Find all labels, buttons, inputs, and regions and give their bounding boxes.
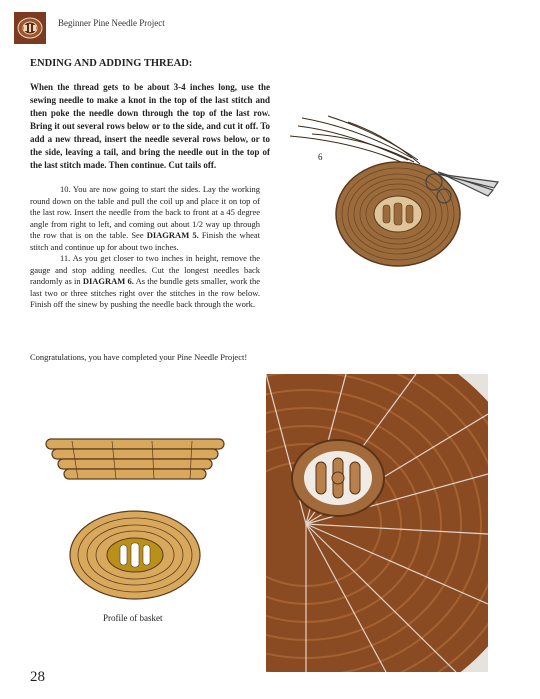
- basket-photo: [266, 374, 488, 672]
- pine-needles: [290, 116, 420, 166]
- diagram-6-ref: DIAGRAM 6.: [82, 276, 134, 286]
- diagram-5-ref: DIAGRAM 5.: [146, 230, 199, 240]
- diagram-6-label: 6: [318, 152, 323, 162]
- diagram-6-illustration: [288, 112, 518, 272]
- steps-list: [30, 184, 260, 311]
- page-number: 28: [30, 669, 45, 685]
- congratulations-text: Congratulations, you have completed your Pine Needle Project!: [30, 352, 248, 362]
- profile-caption: Profile of basket: [103, 613, 163, 623]
- step-10: 10. You are now going to start the sides. Lay the working round down on the table and pull the coil up and place it on top of the last row. Insert the needle from the back to front at a 45 degree angle from right to left, and coming out about 1/2 way up through the row that is on the table. See DIAGRAM 5. Finish the wheat stitch and continue up for about two inches.: [30, 184, 260, 252]
- section-heading: ENDING AND ADDING THREAD:: [30, 58, 193, 69]
- intro-paragraph: When the thread gets to be about 3-4 inches long, use the sewing needle to make a knot in the top of the last stitch and then poke the needle down through the top of the last row. Bring it out several rows below or to the side, and cut it off. To add a new thread, insert the needle several rows below, or to the side, leaving a tail, and bring the needle out in the top of the last stitch made. Then continue. Cut tails off.: [30, 82, 270, 170]
- header-title: Beginner Pine Needle Project: [58, 18, 165, 28]
- step-11: 11. As you get closer to two inches in height, remove the gauge and stop adding needles. Cut the longest needles back randomly as in DIAGRAM 6. As the bundle gets smaller, work the last two or three stitches right over the stitches in the row below. Finish off the sinew by pushing the needle back through the work.: [30, 253, 260, 309]
- profile-diagram: [42, 435, 228, 605]
- header-logo-icon: [14, 12, 46, 44]
